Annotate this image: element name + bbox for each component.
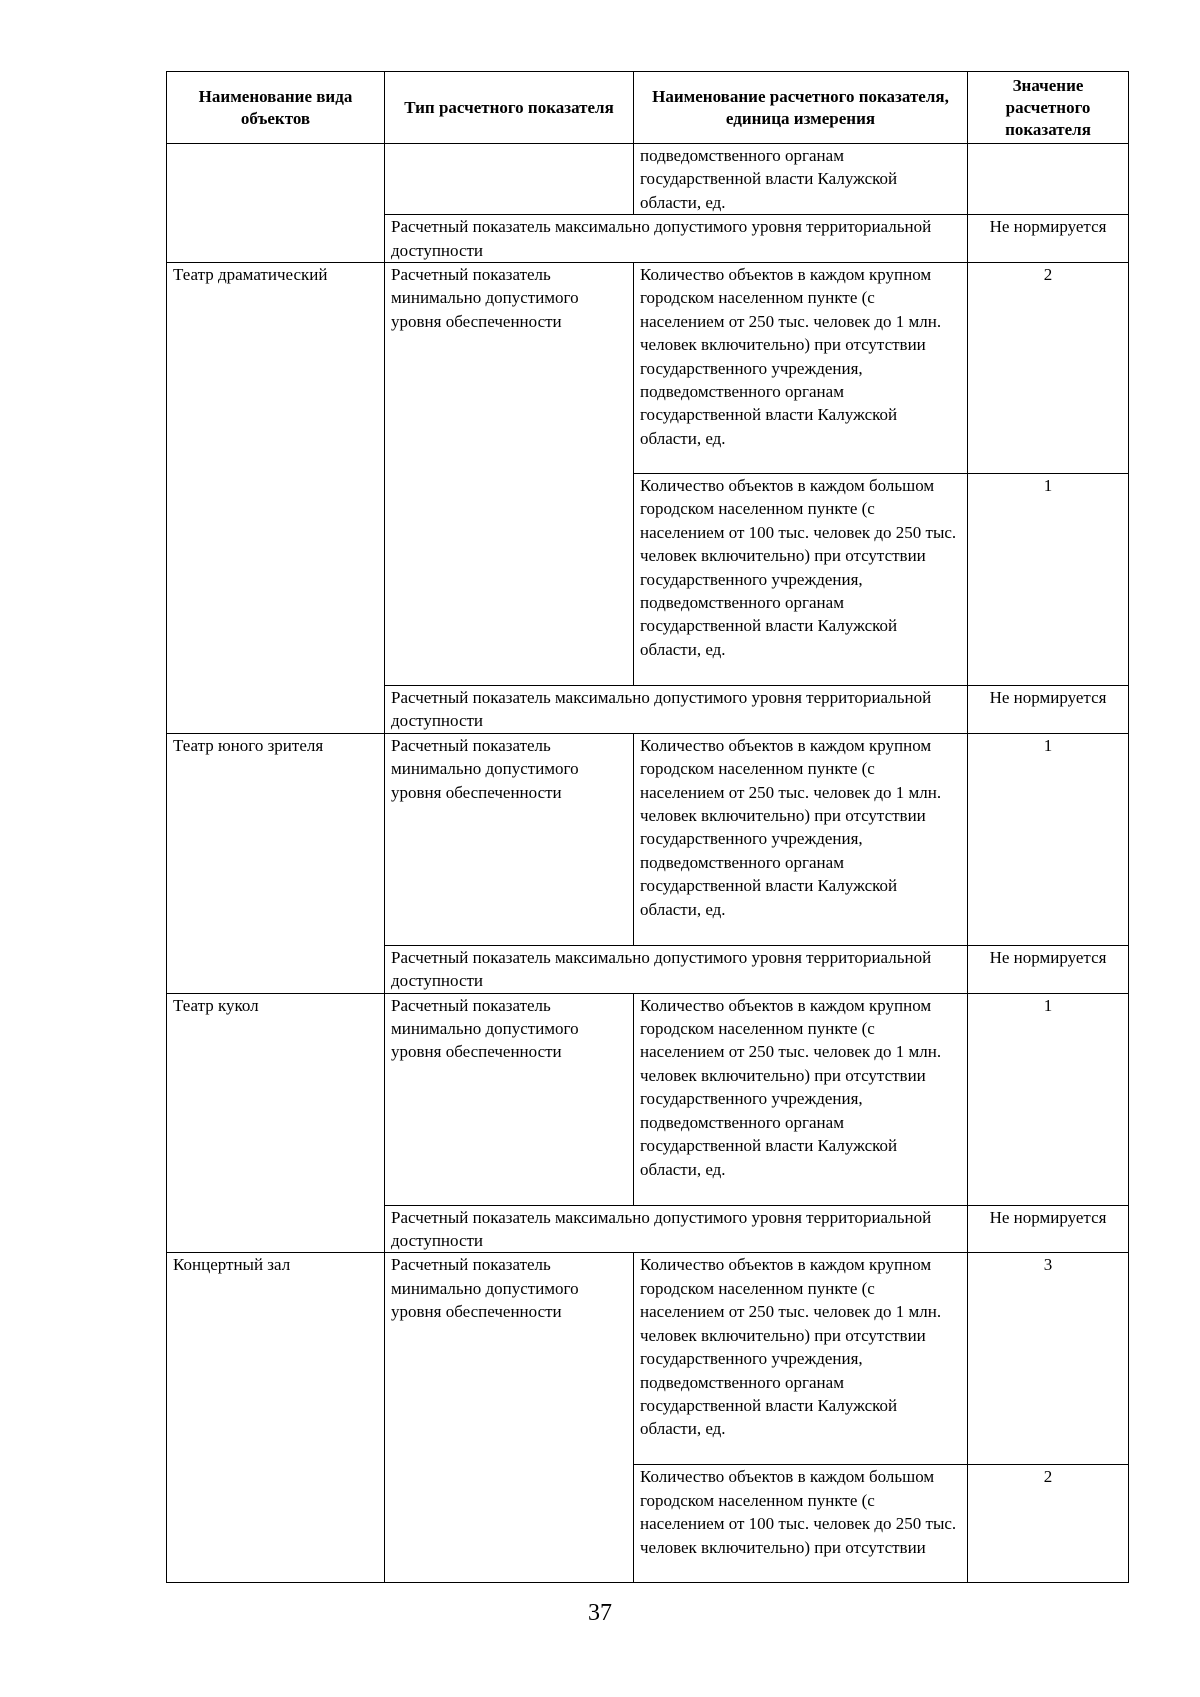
- max-type-cell: Расчетный показатель максимально допустимого уровня территориальной доступности: [385, 1205, 968, 1253]
- indicator-table: [166, 71, 1129, 1583]
- object-cell: Театр кукол: [167, 993, 385, 1253]
- object-cell: Концертный зал: [167, 1253, 385, 1583]
- header-indicator-name: Наименование расчетного показателя, единица измерения: [634, 72, 968, 144]
- max-value-cell: Не нормируется: [968, 215, 1129, 263]
- object-cell-empty: [167, 144, 385, 263]
- indicator-cell: Количество объектов в каждом большом городском населенном пункте (с населением от 100 тыс. человек до 250 тыс. человек включительно) при отсутствии: [634, 1465, 968, 1583]
- table-row: [167, 993, 1129, 1205]
- header-indicator-value: Значение расчетного показателя: [968, 72, 1129, 144]
- max-value-cell: Не нормируется: [968, 1205, 1129, 1253]
- max-type-cell: Расчетный показатель максимально допустимого уровня территориальной доступности: [385, 945, 968, 993]
- table-row: [167, 1253, 1129, 1465]
- value-cell: 2: [968, 1465, 1129, 1583]
- value-cell: 3: [968, 1253, 1129, 1465]
- object-cell: Театр драматический: [167, 263, 385, 734]
- indicator-cell: подведомственного органам государственной власти Калужской области, ед.: [634, 144, 968, 215]
- value-cell: 1: [968, 733, 1129, 945]
- object-cell: Театр юного зрителя: [167, 733, 385, 993]
- min-type-cell: Расчетный показатель минимально допустимого уровня обеспеченности: [385, 733, 634, 945]
- table-row: [167, 144, 1129, 215]
- indicator-cell: Количество объектов в каждом крупном городском населенном пункте (с населением от 250 тыс. человек до 1 млн. человек включительно) при отсутствии государственного учреждения, подведомственного органам государственной власти Калужской области, ед.: [634, 1253, 968, 1465]
- value-cell: 1: [968, 993, 1129, 1205]
- indicator-cell: Количество объектов в каждом крупном городском населенном пункте (с населением от 250 тыс. человек до 1 млн. человек включительно) при отсутствии государственного учреждения, подведомственного органам государственной власти Калужской области, ед.: [634, 733, 968, 945]
- table-row: [167, 733, 1129, 945]
- min-type-cell: Расчетный показатель минимально допустимого уровня обеспеченности: [385, 1253, 634, 1583]
- max-type-cell: Расчетный показатель максимально допустимого уровня территориальной доступности: [385, 686, 968, 734]
- max-value-cell: Не нормируется: [968, 945, 1129, 993]
- header-object-type: Наименование вида объектов: [167, 72, 385, 144]
- indicator-cell: Количество объектов в каждом большом городском населенном пункте (с населением от 100 тыс. человек до 250 тыс. человек включительно) при отсутствии государственного учреждения, подведомственного органам государственной власти Калужской области, ед.: [634, 474, 968, 686]
- value-cell-empty: [968, 144, 1129, 215]
- indicator-cell: Количество объектов в каждом крупном городском населенном пункте (с населением от 250 тыс. человек до 1 млн. человек включительно) при отсутствии государственного учреждения, подведомственного органам государственной власти Калужской области, ед.: [634, 993, 968, 1205]
- min-type-cell: Расчетный показатель минимально допустимого уровня обеспеченности: [385, 263, 634, 686]
- table-header-row: [167, 72, 1129, 144]
- max-type-cell: Расчетный показатель максимально допустимого уровня территориальной доступности: [385, 215, 968, 263]
- max-value-cell: Не нормируется: [968, 686, 1129, 734]
- value-cell: 1: [968, 474, 1129, 686]
- min-type-cell: Расчетный показатель минимально допустимого уровня обеспеченности: [385, 993, 634, 1205]
- header-indicator-type: Тип расчетного показателя: [385, 72, 634, 144]
- indicator-cell: Количество объектов в каждом крупном городском населенном пункте (с населением от 250 тыс. человек до 1 млн. человек включительно) при отсутствии государственного учреждения, подведомственного органам государственной власти Калужской области, ед.: [634, 263, 968, 474]
- type-cell-empty: [385, 144, 634, 215]
- page-number: 37: [588, 1600, 612, 1626]
- value-cell: 2: [968, 263, 1129, 474]
- table-row: [167, 263, 1129, 474]
